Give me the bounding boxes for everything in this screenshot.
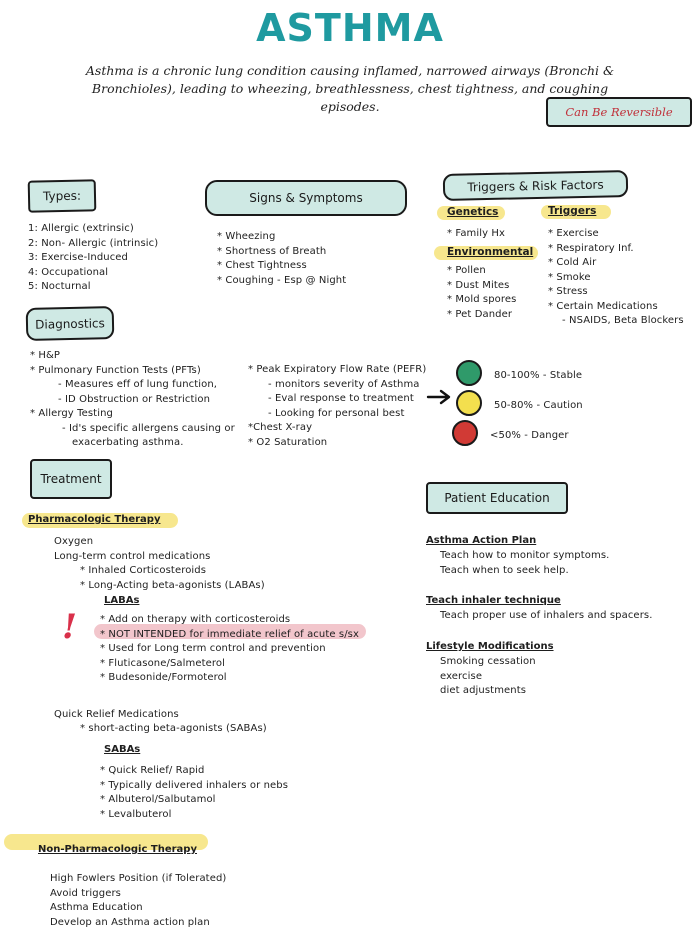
list-item: * O2 Saturation: [248, 436, 328, 448]
list-item: * Add on therapy with corticosteroids: [100, 614, 291, 625]
list-item: * Budesonide/Formoterol: [100, 672, 227, 683]
triggers-heading: Triggers & Risk Factors: [467, 177, 604, 194]
list-item: 5: Nocturnal: [28, 281, 91, 292]
diagnostics-right-list: [248, 363, 426, 450]
list-item: * H&P: [30, 350, 61, 361]
list-item: Oxygen: [54, 536, 94, 547]
intro-text: Asthma is a chronic lung condition causing inflamed, narrowed airways (Bronchi & Bronchioles), leading to wheezing, breathlessness, chest tightness, and coughing episodes.: [85, 63, 615, 114]
action-plan-label: Asthma Action Plan: [426, 535, 537, 546]
list-item: Teach when to seek help.: [440, 564, 569, 576]
signs-list: [217, 230, 346, 288]
list-item: * Used for Long term control and prevention: [100, 643, 326, 654]
list-item: * Levalbuterol: [100, 808, 172, 820]
sabas-label: SABAs: [104, 744, 141, 755]
diagnostics-heading-box: [26, 306, 115, 341]
list-item: Develop an Asthma action plan: [50, 916, 210, 928]
types-heading: Types:: [42, 188, 82, 204]
list-item: * Stress: [548, 286, 588, 297]
triggers-label: Triggers: [548, 205, 597, 217]
diagnostics-left-list: [30, 349, 235, 451]
education-heading: Patient Education: [444, 491, 550, 505]
inhaler-list: [440, 609, 653, 624]
nonpharm-list: [50, 872, 226, 930]
list-item: *Chest X-ray: [248, 422, 313, 433]
list-item: * Typically delivered inhalers or nebs: [100, 779, 289, 791]
list-item: * Certain Medications: [548, 300, 658, 312]
education-heading-box: [426, 482, 568, 514]
list-item: exercise: [440, 670, 483, 682]
list-item: * Mold spores: [447, 294, 517, 305]
list-item: * Inhaled Corticosteroids: [80, 565, 207, 576]
list-item: - Measures eff of lung function,: [58, 379, 218, 390]
triggers-list: [548, 227, 684, 329]
list-item: - Looking for personal best: [268, 407, 405, 419]
list-item: * Albuterol/Salbutamol: [100, 794, 216, 805]
list-item: * Shortness of Breath: [217, 245, 327, 257]
types-heading-box: [28, 179, 97, 212]
list-item: - NSAIDS, Beta Blockers: [562, 315, 684, 326]
list-item: * Fluticasone/Salmeterol: [100, 657, 225, 669]
list-item: * Chest Tightness: [217, 260, 307, 271]
list-item: - monitors severity of Asthma: [268, 378, 420, 390]
list-item: * Long-Acting beta-agonists (LABAs): [80, 579, 265, 591]
sabas-list: [100, 764, 288, 822]
list-item: - Id's specific allergens causing or: [62, 422, 235, 434]
zone-caution-label: 50-80% - Caution: [494, 400, 583, 411]
genetics-label: Genetics: [447, 206, 499, 218]
list-item: * Quick Relief/ Rapid: [100, 765, 205, 776]
list-item: * Wheezing: [217, 231, 276, 242]
page-title: ASTHMA: [256, 6, 444, 50]
treatment-heading-box: [30, 459, 112, 499]
list-item: * Peak Expiratory Flow Rate (PEFR): [248, 364, 427, 375]
list-item: * Exercise: [548, 228, 599, 239]
list-item: * Pulmonary Function Tests (PFTs): [30, 364, 201, 376]
list-item: 1: Allergic (extrinsic): [28, 223, 134, 234]
quick-relief-sub: * short-acting beta-agonists (SABAs): [80, 723, 267, 734]
arrow-right-icon: [426, 388, 454, 406]
list-item: Asthma Education: [50, 902, 143, 913]
zone-caution-icon: [456, 390, 482, 416]
warning-icon: !: [62, 607, 77, 647]
list-item: * Smoke: [548, 271, 591, 283]
pharm-list: [54, 535, 265, 593]
list-item: * Cold Air: [548, 257, 597, 268]
list-item: * Coughing - Esp @ Night: [217, 274, 347, 286]
list-item: diet adjustments: [440, 685, 527, 696]
list-item: * Family Hx: [447, 228, 506, 239]
lifestyle-label: Lifestyle Modifications: [426, 641, 554, 652]
list-item: * NOT INTENDED for immediate relief of acute s/sx: [100, 628, 359, 640]
list-item: - ID Obstruction or Restriction: [58, 393, 211, 405]
environmental-list: [447, 264, 516, 322]
list-item: High Fowlers Position (if Tolerated): [50, 873, 227, 884]
reversible-label: Can Be Reversible: [565, 105, 673, 119]
lifestyle-list: [440, 655, 536, 699]
labas-list: [100, 613, 359, 686]
types-list: [28, 222, 158, 295]
labas-label: LABAs: [104, 595, 140, 606]
environmental-label: Environmental: [447, 246, 534, 258]
reversible-box: [546, 97, 692, 127]
list-item: Long-term control medications: [54, 550, 211, 562]
treatment-heading: Treatment: [40, 472, 102, 486]
list-item: 3: Exercise-Induced: [28, 252, 129, 263]
triggers-heading-box: [443, 170, 629, 201]
quick-relief-label: Quick Relief Medications: [54, 709, 179, 720]
list-item: 4: Occupational: [28, 266, 109, 278]
list-item: * Pet Dander: [447, 308, 513, 320]
zone-stable-label: 80-100% - Stable: [494, 370, 583, 381]
signs-heading: Signs & Symptoms: [249, 191, 363, 205]
diagnostics-heading: Diagnostics: [35, 315, 105, 332]
list-item: * Allergy Testing: [30, 408, 113, 419]
list-item: * Dust Mites: [447, 279, 510, 291]
nonpharm-label: Non-Pharmacologic Therapy: [38, 844, 197, 855]
list-item: exacerbating asthma.: [72, 437, 184, 448]
list-item: 2: Non- Allergic (intrinsic): [28, 237, 159, 249]
genetics-list: [447, 227, 505, 242]
signs-heading-box: [205, 180, 407, 216]
inhaler-label: Teach inhaler technique: [426, 595, 561, 606]
zone-stable-icon: [456, 360, 482, 386]
zone-danger-icon: [452, 420, 478, 446]
list-item: Smoking cessation: [440, 656, 536, 667]
action-plan-list: [440, 549, 609, 578]
zone-danger-label: <50% - Danger: [490, 430, 569, 441]
pharm-label: Pharmacologic Therapy: [28, 514, 161, 525]
list-item: Teach proper use of inhalers and spacers.: [440, 610, 653, 621]
list-item: * Respiratory Inf.: [548, 242, 634, 254]
list-item: Avoid triggers: [50, 887, 121, 899]
list-item: Teach how to monitor symptoms.: [440, 550, 610, 561]
list-item: - Eval response to treatment: [268, 393, 414, 404]
list-item: * Pollen: [447, 265, 486, 276]
